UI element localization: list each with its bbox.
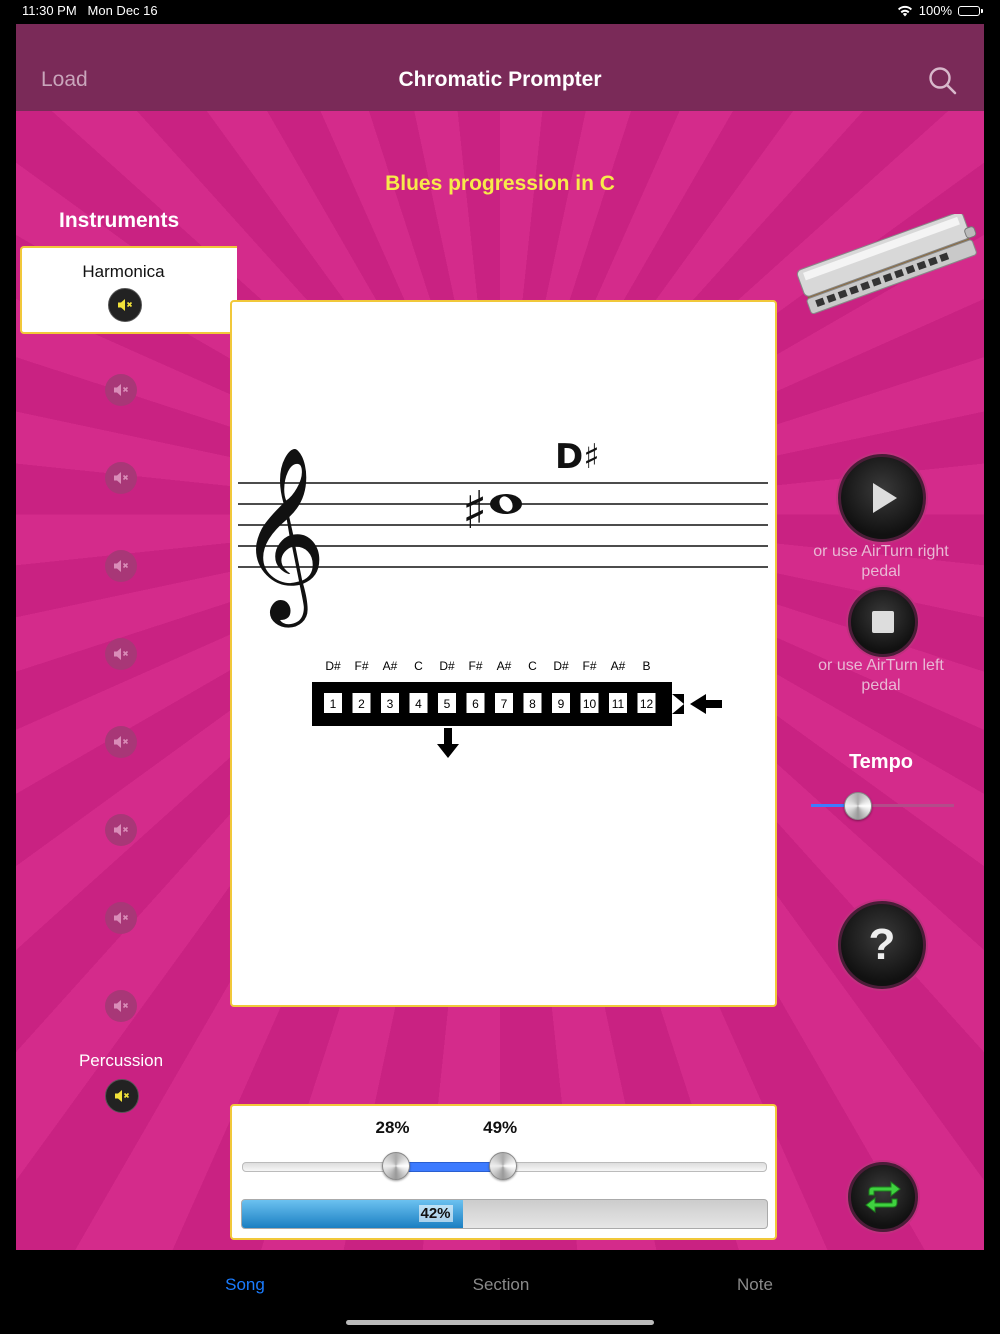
- note-name: D♯: [555, 437, 600, 477]
- muted-speaker-icon: [113, 735, 129, 749]
- hole-number: 10: [582, 697, 597, 711]
- mute-toggle-slot-8[interactable]: [105, 902, 137, 934]
- hole-note-label: D#: [439, 659, 455, 673]
- instrument-tab-harmonica[interactable]: [20, 246, 237, 334]
- load-button[interactable]: Load: [41, 68, 88, 91]
- loop-button[interactable]: [848, 1162, 918, 1232]
- search-icon[interactable]: [928, 66, 958, 96]
- hole-number: 8: [529, 697, 536, 711]
- hole-number: 9: [557, 697, 565, 711]
- tab-section[interactable]: Section: [472, 1275, 530, 1294]
- status-right: [897, 3, 980, 18]
- range-slider-selection: [396, 1162, 504, 1172]
- battery-icon: [958, 6, 980, 16]
- hole-number: 6: [472, 697, 479, 711]
- hole-number: 11: [611, 697, 625, 711]
- hole-number: 2: [358, 697, 365, 711]
- muted-speaker-icon: [114, 1089, 130, 1103]
- score-panel: [230, 300, 777, 1007]
- instrument-name: Harmonica: [82, 262, 165, 281]
- slide-button-icon: [672, 694, 684, 714]
- home-indicator: [346, 1320, 654, 1325]
- hole-note-label: A#: [382, 659, 398, 673]
- question-mark-icon: ?: [868, 920, 896, 969]
- muted-speaker-icon: [113, 471, 129, 485]
- tempo-label: Tempo: [848, 751, 914, 773]
- muted-speaker-icon: [113, 911, 129, 925]
- status-bar: [0, 0, 1000, 22]
- play-button[interactable]: [838, 454, 926, 542]
- mute-toggle-percussion[interactable]: [105, 1079, 139, 1113]
- progress-label: 42%: [420, 1205, 451, 1222]
- hole-note-label: A#: [496, 659, 512, 673]
- stop-hint: or use AirTurn left pedal: [818, 657, 944, 694]
- instruments-heading: Instruments: [59, 209, 180, 232]
- hole-note-label: F#: [582, 659, 597, 673]
- help-button[interactable]: [838, 901, 926, 989]
- muted-speaker-icon: [113, 383, 129, 397]
- song-title: Blues progression in C: [385, 172, 615, 195]
- range-end-thumb[interactable]: [489, 1152, 517, 1180]
- mute-toggle-slot-3[interactable]: [105, 462, 137, 494]
- app-window: [16, 24, 984, 1250]
- hole-number: 4: [415, 697, 422, 711]
- treble-clef-icon: 𝄞: [238, 446, 327, 620]
- hole-note-label: F#: [354, 659, 369, 673]
- mute-toggle-slot-4[interactable]: [105, 550, 137, 582]
- hole-note-label: D#: [553, 659, 569, 673]
- muted-speaker-icon: [113, 823, 129, 837]
- stop-icon: [871, 610, 895, 634]
- harmonica-image: [791, 214, 981, 314]
- wifi-icon: [897, 5, 913, 17]
- status-time: 11:30 PM Mon Dec 16: [22, 3, 158, 18]
- tab-note[interactable]: Note: [737, 1275, 773, 1294]
- muted-speaker-icon: [113, 999, 129, 1013]
- play-icon: [871, 481, 899, 515]
- hole-number: 1: [329, 697, 337, 711]
- range-end-label: 49%: [483, 1118, 518, 1137]
- slide-in-arrow-icon: [690, 694, 722, 714]
- instrument-name-percussion: Percussion: [78, 1051, 164, 1070]
- muted-speaker-icon: [113, 647, 129, 661]
- mute-toggle-slot-5[interactable]: [105, 638, 137, 670]
- mute-toggle-slot-9[interactable]: [105, 990, 137, 1022]
- hole-note-label: F#: [468, 659, 483, 673]
- sharp-accidental: ♯: [462, 481, 488, 541]
- tab-song[interactable]: Song: [225, 1275, 265, 1294]
- hole-number: 7: [500, 697, 508, 711]
- section-range-panel: [230, 1104, 777, 1240]
- hole-note-label: C: [414, 659, 423, 673]
- stop-button[interactable]: [848, 587, 918, 657]
- tempo-slider-thumb[interactable]: [844, 792, 872, 820]
- repeat-icon: [863, 1179, 903, 1215]
- hole-note-label: C: [528, 659, 537, 673]
- navigation-bar: [16, 24, 984, 111]
- hole-note-label: B: [642, 659, 651, 673]
- hole-number: 12: [639, 697, 654, 711]
- playback-progress-bar: [241, 1199, 768, 1229]
- range-start-label: 28%: [375, 1118, 410, 1137]
- hole-number: 5: [443, 697, 451, 711]
- play-hint: or use AirTurn right pedal: [813, 543, 949, 580]
- muted-speaker-icon: [113, 559, 129, 573]
- page-title: Chromatic Prompter: [398, 68, 602, 91]
- hole-note-labels: [325, 659, 650, 673]
- mute-toggle-slot-7[interactable]: [105, 814, 137, 846]
- muted-speaker-icon: [117, 298, 133, 312]
- score-canvas: [232, 302, 775, 1005]
- hole-number: 3: [386, 697, 394, 711]
- mute-toggle-harmonica[interactable]: [108, 288, 142, 322]
- draw-arrow-icon: [437, 728, 459, 758]
- mute-toggle-slot-6[interactable]: [105, 726, 137, 758]
- mute-toggle-slot-2[interactable]: [105, 374, 137, 406]
- hole-note-label: A#: [610, 659, 626, 673]
- hole-note-label: D#: [325, 659, 341, 673]
- battery-percent: 100%: [918, 3, 952, 18]
- range-start-thumb[interactable]: [382, 1152, 410, 1180]
